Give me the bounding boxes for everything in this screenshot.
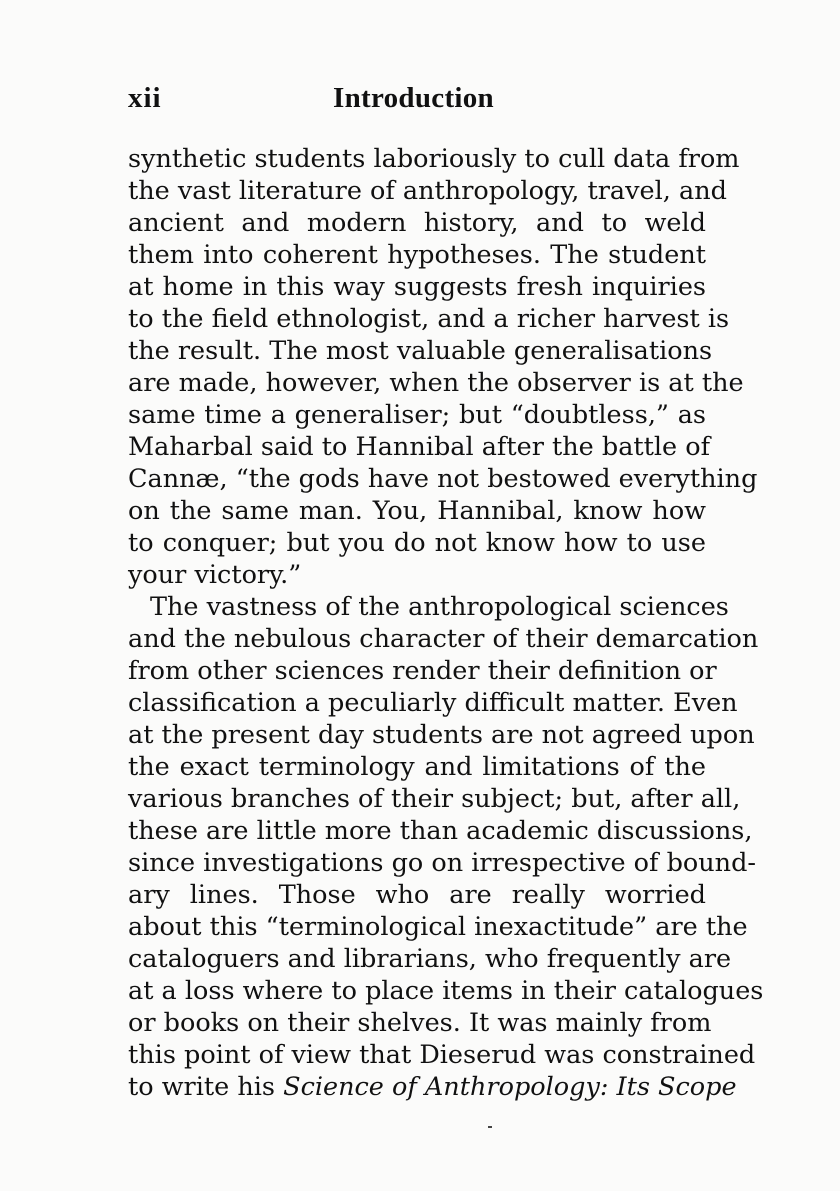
text-line: synthetic students laboriously to cull data from <box>128 144 740 174</box>
text-line: at a loss where to place items in their catalogues <box>128 976 764 1006</box>
text-line: since investigations go on irrespective of bound- <box>128 848 757 878</box>
text-line: or books on their shelves. It was mainly from <box>128 1008 712 1038</box>
text-line: classification a peculiarly difficult matter. Even <box>128 688 738 718</box>
text-line: the vast literature of anthropology, travel, and <box>128 176 727 206</box>
book-title: Science of Anthropology: Its Scope <box>283 1072 737 1102</box>
page-header <box>128 82 708 118</box>
running-head: Introduction <box>333 82 494 114</box>
text-line: the exact terminology and limitations of the <box>128 752 706 782</box>
text-line: the result. The most valuable generalisations <box>128 336 713 366</box>
page-number: xii <box>128 82 162 114</box>
print-speck <box>488 1126 492 1128</box>
text-line: on the same man. You, Hannibal, know how <box>128 496 706 526</box>
text-line: this point of view that Dieserud was constrained <box>128 1040 756 1070</box>
text-line: Maharbal said to Hannibal after the battle of <box>128 432 711 462</box>
text-line: from other sciences render their definition or <box>128 656 717 686</box>
paragraph-end-line: your victory.” <box>128 560 302 590</box>
text-line: them into coherent hypotheses. The student <box>128 240 706 270</box>
text-line: these are little more than academic discussions, <box>128 816 753 846</box>
text-line: and the nebulous character of their demarcation <box>128 624 759 654</box>
text-line: at home in this way suggests fresh inquiries <box>128 272 706 302</box>
final-line-prefix: to write his <box>128 1072 284 1102</box>
text-line: same time a generaliser; but “doubtless,” as <box>128 400 706 430</box>
text-line: are made, however, when the observer is at the <box>128 368 744 398</box>
text-line: to conquer; but you do not know how to use <box>128 528 706 558</box>
text-line: ary lines. Those who are really worried <box>128 880 706 910</box>
text-line: cataloguers and librarians, who frequently are <box>128 944 732 974</box>
text-line: to the field ethnologist, and a richer harvest is <box>128 304 730 334</box>
text-line-final <box>128 1071 737 1103</box>
text-line: various branches of their subject; but, after all, <box>128 784 741 814</box>
text-line: at the present day students are not agreed upon <box>128 720 755 750</box>
text-line: ancient and modern history, and to weld <box>128 208 706 238</box>
body-text <box>128 143 764 1103</box>
text-line: about this “terminological inexactitude” are the <box>128 912 748 942</box>
text-line: Cannæ, “the gods have not bestowed everything <box>128 464 758 494</box>
paragraph-first-line: The vastness of the anthropological sciences <box>150 592 729 622</box>
